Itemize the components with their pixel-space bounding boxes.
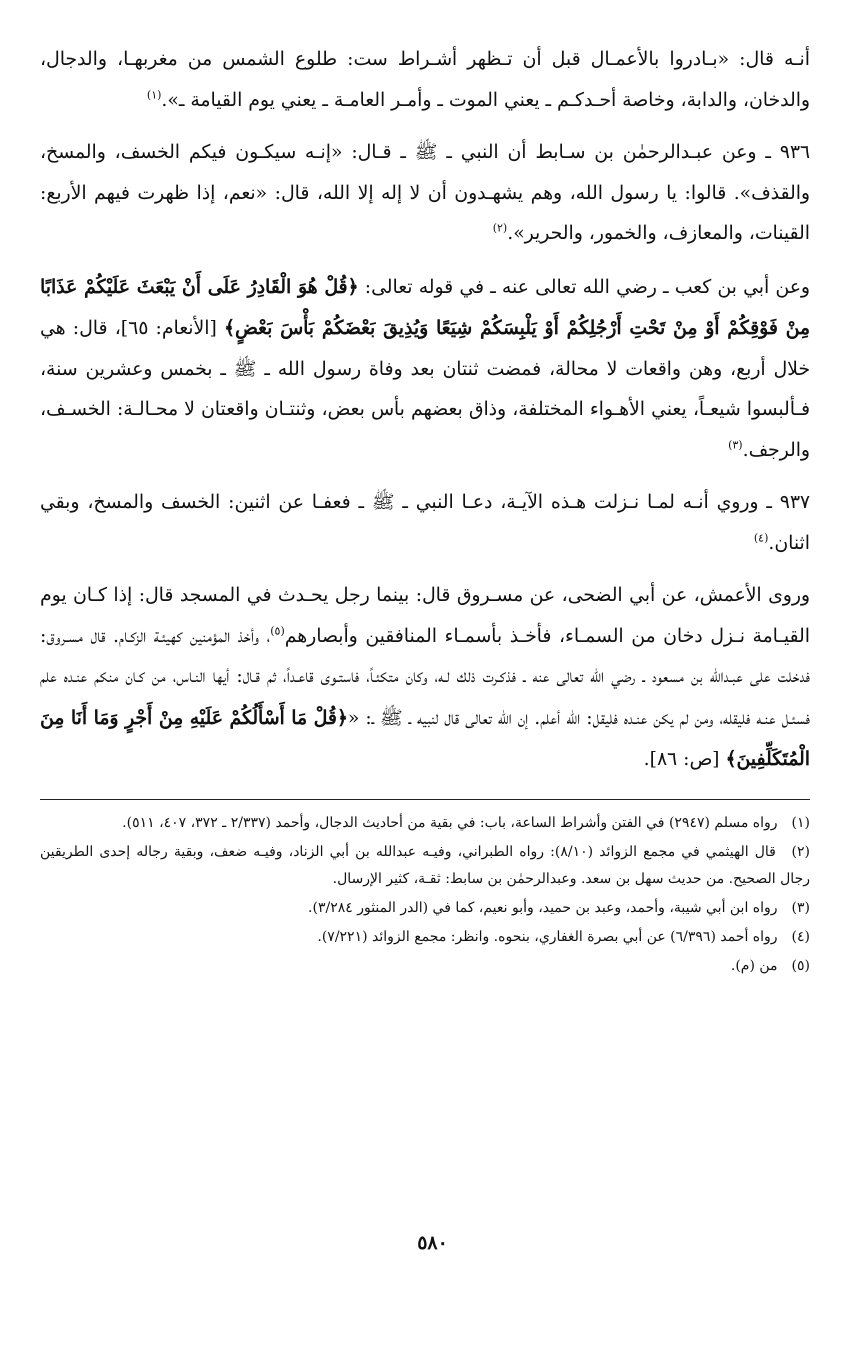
footnote-5 xyxy=(40,953,810,980)
footnote-ref-4[interactable]: (٤) xyxy=(753,531,769,545)
footnote-text: من (م). xyxy=(730,957,778,974)
paragraph-5-text-2: ، وأخذ المؤمنين كهيئـة الزكـام. قال مسـروق: فدخلت على عبـدالله بن مسعود ـ رضي الله تعالى عنه ـ فذكـرت ذلك لـه، وكان متكئـاً، فاستـوى قاعـداً، ثم قـال: أيها النـاس، من كـان منكم عنـده علم فسئـل عنـه فليقله، ومن لم يكن عنـده فليقل: الله أعلم. إن الله تعالى قال لنبيه ـ ﷺ ـ: « xyxy=(40,625,810,729)
footnote-number: (١) xyxy=(791,814,810,831)
footnote-number: (٣) xyxy=(791,899,810,916)
footnote-text: رواه ابن أبي شيبة، وأحمد، وعبد بن حميد، وأبو نعيم، كما في (الدر المنثور ٣/٢٨٤). xyxy=(308,899,778,916)
page-number: ٥٨٠ xyxy=(417,1232,448,1254)
paragraph-5-text-1: وروى الأعمش، عن أبي الضحى، عن مسـروق قال: بينما رجل يحـدث في المسجد قال: إذا كـان يوم القيـامة نـزل دخان من السمـاء، فأخـذ بأسمـاء المنافقين وأبصارهم xyxy=(40,585,810,647)
footnote-text: قال الهيثمي في مجمع الزوائد (٨/١٠): رواه الطبراني، وفيـه عبدالله بن أبي الزناد، وفيـه ضعف، وبقية رجاله إحدى الطريقين رجال الصحيح. من حديث سهل بن سعد. وعبدالرحمٰن بن سابط: ثقـة، كثير الإرسال. xyxy=(40,843,810,887)
footnote-ref-3[interactable]: (٣) xyxy=(728,438,743,452)
footnote-2 xyxy=(40,839,810,893)
paragraph-1-text: أنـه قال: «بـادروا بالأعمـال قبل أن تـظهر أشـراط ست: طلوع الشمس من مغربهـا، والدجال، والدخان، والدابة، وخاصة أحـدكـم ـ يعني الموت ـ وأمـر العامـة ـ يعني يوم القيامة ـ». xyxy=(40,49,810,111)
footnote-3 xyxy=(40,895,810,922)
quran-verse-anam: ﴿قُلْ هُوَ الْقَادِرُ عَلَى أَنْ يَبْعَثَ عَلَيْكُمْ عَذَابًا مِنْ فَوْقِكُمْ أَوْ مِنْ تَحْتِ أَرْجُلِكُمْ أَوْ يَلْبِسَكُمْ شِيَعًا وَيُذِيقَ بَعْضَكُمْ بَأْسَ بَعْضٍ﴾ xyxy=(40,275,810,339)
footnote-number: (٥) xyxy=(791,957,810,974)
paragraph-3 xyxy=(40,267,810,472)
paragraph-5 xyxy=(40,576,810,781)
quran-verse-sad: ﴿قُلْ مَا أَسْأَلُكُمْ عَلَيْهِ مِنْ أَجْرٍ وَمَا أَنَا مِنَ الْمُتَكَلِّفِينَ﴾ xyxy=(40,706,810,770)
paragraph-2 xyxy=(40,133,810,255)
footnotes xyxy=(40,810,810,980)
footnote-text: رواه أحمد (٦/٣٩٦) عن أبي بصرة الغفاري، بنحوه. وانظر: مجمع الزوائد (٧/٢٢١). xyxy=(317,928,778,945)
paragraph-2-text: ٩٣٦ ـ وعن عبـدالرحمٰن بن سـابط أن النبي ـ ﷺ ـ قـال: «إنـه سيكـون فيكم الخسف، والمسخ، والقذف». قالوا: يا رسول الله، وهم يشهـدون أن لا إله إلا الله، قال: «نعم، إذا ظهرت فيهم الأربع: القينات، والمعازف، والخمور، والحرير». xyxy=(40,142,810,244)
footnote-4 xyxy=(40,924,810,951)
paragraph-4-text: ٩٣٧ ـ وروي أنـه لمـا نـزلت هـذه الآيـة، دعـا النبي ـ ﷺ ـ فعفـا عن اثنين: الخسف والمسخ، وبقي اثنان. xyxy=(40,492,810,554)
footnote-ref-1[interactable]: (١) xyxy=(146,88,162,102)
paragraph-1 xyxy=(40,40,810,121)
main-text xyxy=(40,40,810,781)
footnote-number: (٢) xyxy=(791,843,810,860)
footnote-separator xyxy=(40,799,810,800)
page-content xyxy=(40,40,810,982)
paragraph-3-intro: وعن أبي بن كعب ـ رضي الله تعالى عنه ـ في قوله تعالى: xyxy=(364,276,810,298)
paragraph-5-text-3: [ص: ٨٦]. xyxy=(643,749,726,770)
footnote-ref-2[interactable]: (٢) xyxy=(492,221,508,235)
footnote-text: رواه مسلم (٢٩٤٧) في الفتن وأشراط الساعة، باب: في بقية من أحاديث الدجال، وأحمد (٢/٣٣٧ ـ ٣٧٢، ٤٠٧، ٥١١). xyxy=(122,814,778,831)
paragraph-4 xyxy=(40,483,810,564)
footnote-1 xyxy=(40,810,810,837)
footnote-ref-5[interactable]: (٥) xyxy=(270,624,285,638)
paragraph-3-rest: [الأنعام: ٦٥]، قال: هي خلال أربع، وهن واقعات لا محالة، فمضت ثنتان بعد وفاة رسول الله ـ ﷺ ـ بخمس وعشرين سنة، فـألبسوا شيعـاً، يعني الأهـواء المختلفة، وذاق بعضهم بأس بعض، وثنتـان واقعتان لا محـالـة: الخسـف، والرجف. xyxy=(40,318,810,461)
footnote-number: (٤) xyxy=(791,928,810,945)
